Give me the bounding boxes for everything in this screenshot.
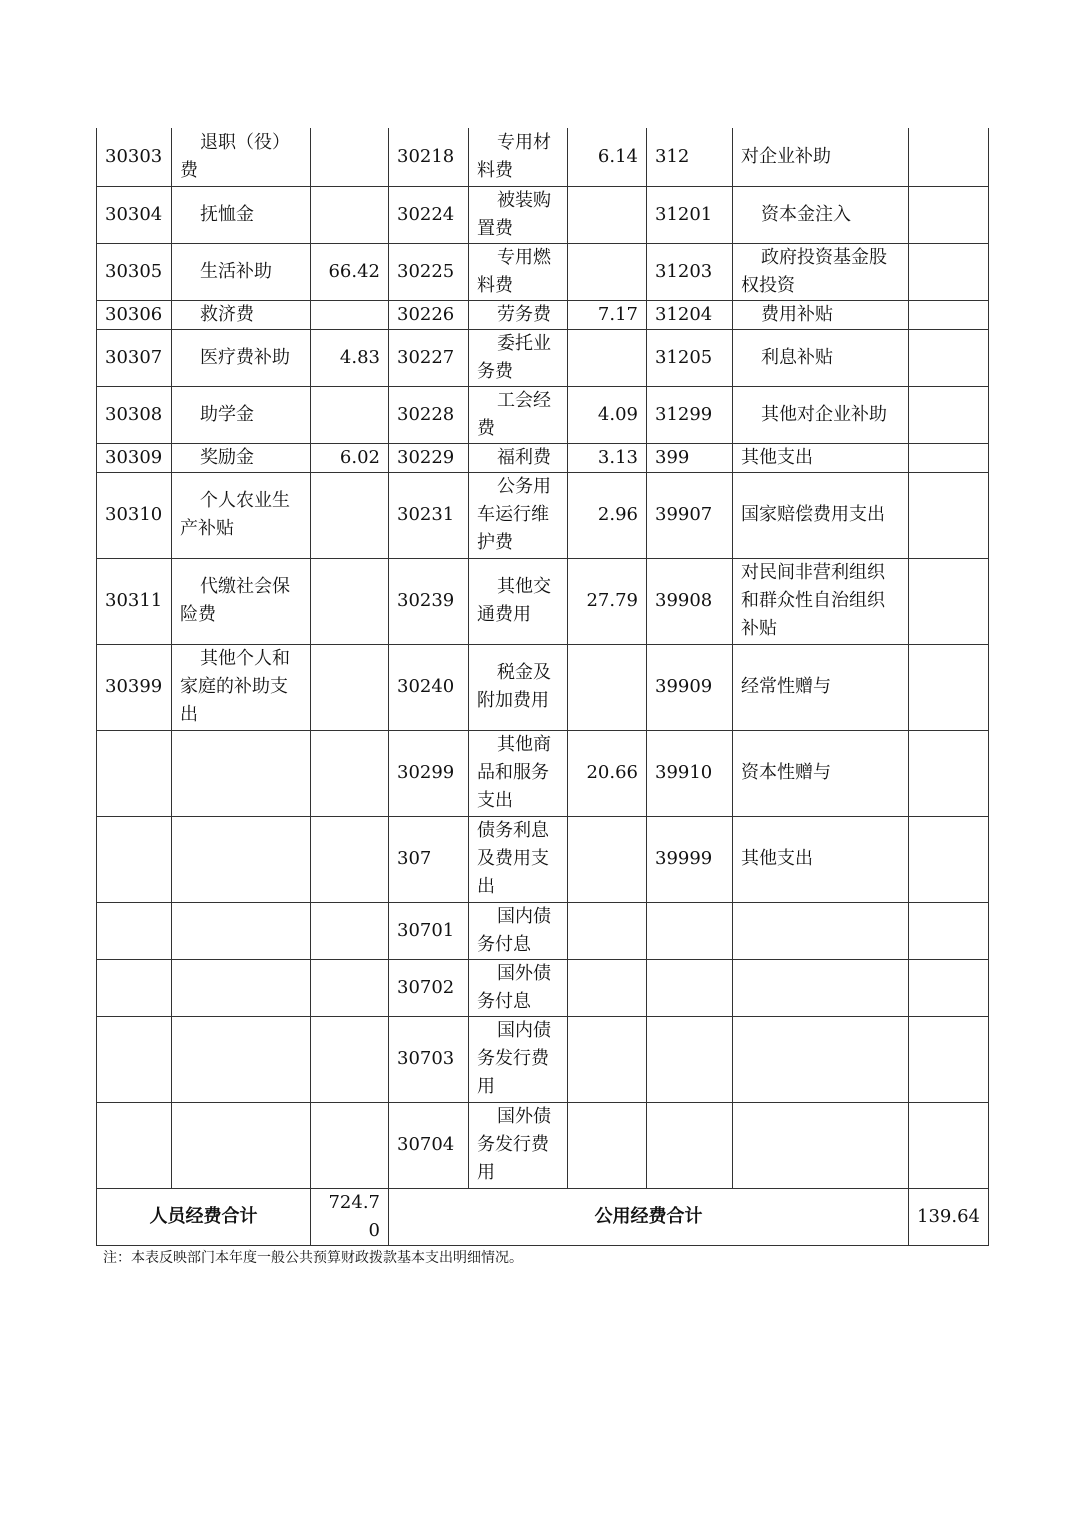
other-code: 31205 [647, 329, 733, 386]
public-item: 被装购置费 [469, 186, 568, 243]
other-amount [909, 386, 989, 443]
public-amount [568, 902, 647, 959]
other-code: 31204 [647, 300, 733, 329]
personnel-item: 退职（役）费 [172, 128, 311, 186]
personnel-code: 30309 [97, 443, 172, 472]
public-code: 30701 [389, 902, 469, 959]
personnel-item: 助学金 [172, 386, 311, 443]
personnel-item [172, 816, 311, 902]
personnel-item [172, 1102, 311, 1188]
other-amount [909, 959, 989, 1016]
public-code: 30240 [389, 644, 469, 730]
other-code: 39907 [647, 472, 733, 558]
personnel-amount [311, 816, 389, 902]
personnel-amount [311, 386, 389, 443]
public-item: 福利费 [469, 443, 568, 472]
other-amount [909, 300, 989, 329]
personnel-code: 30303 [97, 128, 172, 186]
personnel-amount [311, 186, 389, 243]
personnel-code [97, 959, 172, 1016]
public-item: 委托业务费 [469, 329, 568, 386]
personnel-code [97, 1102, 172, 1188]
personnel-total-value: 724.70 [311, 1188, 389, 1245]
table-row [97, 959, 989, 1016]
public-amount [568, 644, 647, 730]
other-item: 对民间非营利组织和群众性自治组织补贴 [733, 558, 909, 644]
other-amount [909, 243, 989, 300]
personnel-amount [311, 472, 389, 558]
public-amount: 27.79 [568, 558, 647, 644]
public-code: 30229 [389, 443, 469, 472]
other-amount [909, 902, 989, 959]
personnel-code [97, 902, 172, 959]
table-row [97, 1102, 989, 1188]
table-row [97, 386, 989, 443]
public-amount: 4.09 [568, 386, 647, 443]
public-item: 国内债务付息 [469, 902, 568, 959]
personnel-item: 医疗费补助 [172, 329, 311, 386]
other-code: 399 [647, 443, 733, 472]
public-item: 公务用车运行维护费 [469, 472, 568, 558]
table-row [97, 243, 989, 300]
public-item: 专用燃料费 [469, 243, 568, 300]
other-code: 39909 [647, 644, 733, 730]
public-code: 30702 [389, 959, 469, 1016]
other-code: 39910 [647, 730, 733, 816]
other-item: 其他支出 [733, 443, 909, 472]
other-item: 对企业补助 [733, 128, 909, 186]
personnel-amount [311, 902, 389, 959]
personnel-item: 个人农业生产补贴 [172, 472, 311, 558]
public-code: 30227 [389, 329, 469, 386]
table-row [97, 186, 989, 243]
table-row [97, 472, 989, 558]
public-total-value: 139.64 [909, 1188, 989, 1245]
personnel-amount [311, 1016, 389, 1102]
public-code: 30228 [389, 386, 469, 443]
public-amount [568, 959, 647, 1016]
public-item: 国内债务发行费用 [469, 1016, 568, 1102]
public-code: 30226 [389, 300, 469, 329]
personnel-item: 代缴社会保险费 [172, 558, 311, 644]
personnel-amount [311, 730, 389, 816]
personnel-code [97, 1016, 172, 1102]
other-code: 39999 [647, 816, 733, 902]
public-amount [568, 243, 647, 300]
personnel-amount: 4.83 [311, 329, 389, 386]
public-item: 国外债务付息 [469, 959, 568, 1016]
other-item: 利息补贴 [733, 329, 909, 386]
personnel-code: 30307 [97, 329, 172, 386]
table-row [97, 644, 989, 730]
public-item: 债务利息及费用支出 [469, 816, 568, 902]
personnel-code [97, 816, 172, 902]
personnel-code: 30311 [97, 558, 172, 644]
personnel-item [172, 959, 311, 1016]
personnel-item: 其他个人和家庭的补助支出 [172, 644, 311, 730]
other-code: 31299 [647, 386, 733, 443]
public-amount [568, 1102, 647, 1188]
table-row [97, 730, 989, 816]
personnel-item [172, 730, 311, 816]
public-amount: 20.66 [568, 730, 647, 816]
personnel-amount [311, 300, 389, 329]
personnel-amount: 66.42 [311, 243, 389, 300]
other-code [647, 1102, 733, 1188]
public-code: 30231 [389, 472, 469, 558]
other-item [733, 1102, 909, 1188]
other-code: 31203 [647, 243, 733, 300]
public-item: 其他交通费用 [469, 558, 568, 644]
public-item: 其他商品和服务支出 [469, 730, 568, 816]
other-code [647, 902, 733, 959]
personnel-item: 奖励金 [172, 443, 311, 472]
table-row [97, 443, 989, 472]
other-item: 经常性赠与 [733, 644, 909, 730]
other-amount [909, 730, 989, 816]
public-code: 30239 [389, 558, 469, 644]
other-amount [909, 186, 989, 243]
other-item: 资本金注入 [733, 186, 909, 243]
personnel-item [172, 902, 311, 959]
personnel-amount [311, 128, 389, 186]
totals-row [97, 1188, 989, 1245]
personnel-item: 抚恤金 [172, 186, 311, 243]
other-code: 312 [647, 128, 733, 186]
public-item: 专用材料费 [469, 128, 568, 186]
personnel-code: 30399 [97, 644, 172, 730]
other-code [647, 959, 733, 1016]
personnel-code: 30310 [97, 472, 172, 558]
table-row [97, 902, 989, 959]
table-row [97, 300, 989, 329]
public-code: 30299 [389, 730, 469, 816]
other-amount [909, 128, 989, 186]
other-code [647, 1016, 733, 1102]
public-item: 税金及附加费用 [469, 644, 568, 730]
personnel-code: 30306 [97, 300, 172, 329]
expenditure-detail-table [96, 128, 989, 1246]
personnel-amount [311, 959, 389, 1016]
public-code: 307 [389, 816, 469, 902]
other-amount [909, 443, 989, 472]
personnel-item: 救济费 [172, 300, 311, 329]
public-amount: 6.14 [568, 128, 647, 186]
other-code: 31201 [647, 186, 733, 243]
personnel-code: 30305 [97, 243, 172, 300]
other-amount [909, 1102, 989, 1188]
table-row [97, 1016, 989, 1102]
other-item [733, 902, 909, 959]
public-code: 30224 [389, 186, 469, 243]
table-row [97, 128, 989, 186]
public-amount: 2.96 [568, 472, 647, 558]
other-item: 其他支出 [733, 816, 909, 902]
personnel-item: 生活补助 [172, 243, 311, 300]
personnel-code: 30308 [97, 386, 172, 443]
public-amount: 7.17 [568, 300, 647, 329]
public-total-label: 公用经费合计 [389, 1188, 909, 1245]
table-row [97, 329, 989, 386]
other-amount [909, 816, 989, 902]
public-code: 30703 [389, 1016, 469, 1102]
other-amount [909, 644, 989, 730]
personnel-amount [311, 644, 389, 730]
public-code: 30704 [389, 1102, 469, 1188]
public-code: 30225 [389, 243, 469, 300]
public-code: 30218 [389, 128, 469, 186]
table-row [97, 558, 989, 644]
public-item: 国外债务发行费用 [469, 1102, 568, 1188]
personnel-item [172, 1016, 311, 1102]
table-row [97, 816, 989, 902]
public-item: 劳务费 [469, 300, 568, 329]
personnel-amount [311, 558, 389, 644]
public-amount [568, 1016, 647, 1102]
personnel-code: 30304 [97, 186, 172, 243]
table-body [97, 128, 989, 1245]
other-amount [909, 472, 989, 558]
personnel-amount: 6.02 [311, 443, 389, 472]
other-item: 资本性赠与 [733, 730, 909, 816]
other-item [733, 1016, 909, 1102]
other-amount [909, 558, 989, 644]
public-amount: 3.13 [568, 443, 647, 472]
personnel-code [97, 730, 172, 816]
public-amount [568, 186, 647, 243]
personnel-amount [311, 1102, 389, 1188]
other-code: 39908 [647, 558, 733, 644]
table-note: 注：本表反映部门本年度一般公共预算财政拨款基本支出明细情况。 [103, 1250, 523, 1266]
public-amount [568, 329, 647, 386]
other-amount [909, 1016, 989, 1102]
public-amount [568, 816, 647, 902]
other-item: 其他对企业补助 [733, 386, 909, 443]
other-item: 国家赔偿费用支出 [733, 472, 909, 558]
other-item [733, 959, 909, 1016]
personnel-total-label: 人员经费合计 [97, 1188, 311, 1245]
other-item: 政府投资基金股权投资 [733, 243, 909, 300]
other-amount [909, 329, 989, 386]
public-item: 工会经费 [469, 386, 568, 443]
other-item: 费用补贴 [733, 300, 909, 329]
